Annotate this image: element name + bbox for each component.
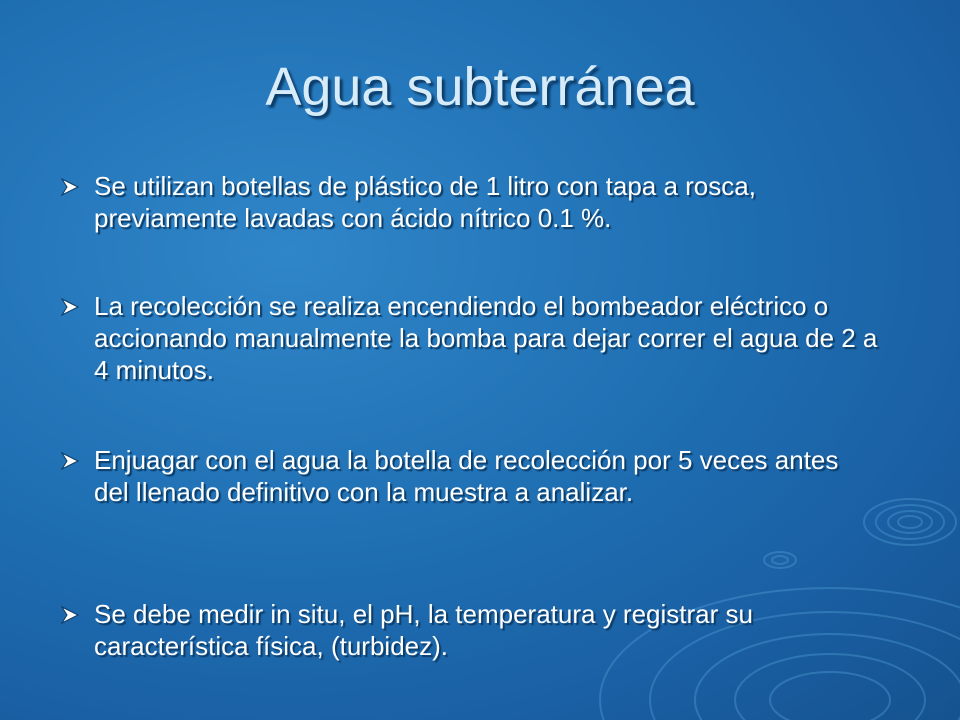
bullet-text: Se debe medir in situ, el pH, la temperatura y registrar su característica física, (turbidez).	[94, 599, 753, 661]
arrow-bullet-icon	[60, 451, 80, 471]
bullet-item	[60, 170, 880, 234]
bullet-text: La recolección se realiza encendiendo el bombeador eléctrico o accionando manualmente la bomba para dejar correr el agua de 2 a 4 minutos.	[94, 291, 878, 385]
slide-title: Agua subterránea	[265, 57, 695, 117]
bullet-text: Enjuagar con el agua la botella de recolección por 5 veces antes del llenado definitivo con la muestra a analizar.	[94, 445, 839, 507]
arrow-bullet-icon	[60, 177, 80, 197]
bullet-item	[60, 290, 880, 386]
arrow-bullet-icon	[60, 605, 80, 625]
arrow-bullet-icon	[60, 297, 80, 317]
bullet-item	[60, 598, 880, 662]
bullet-text: Se utilizan botellas de plástico de 1 litro con tapa a rosca, previamente lavadas con ácido nítrico 0.1 %.	[94, 171, 756, 233]
bullet-item	[60, 444, 880, 508]
